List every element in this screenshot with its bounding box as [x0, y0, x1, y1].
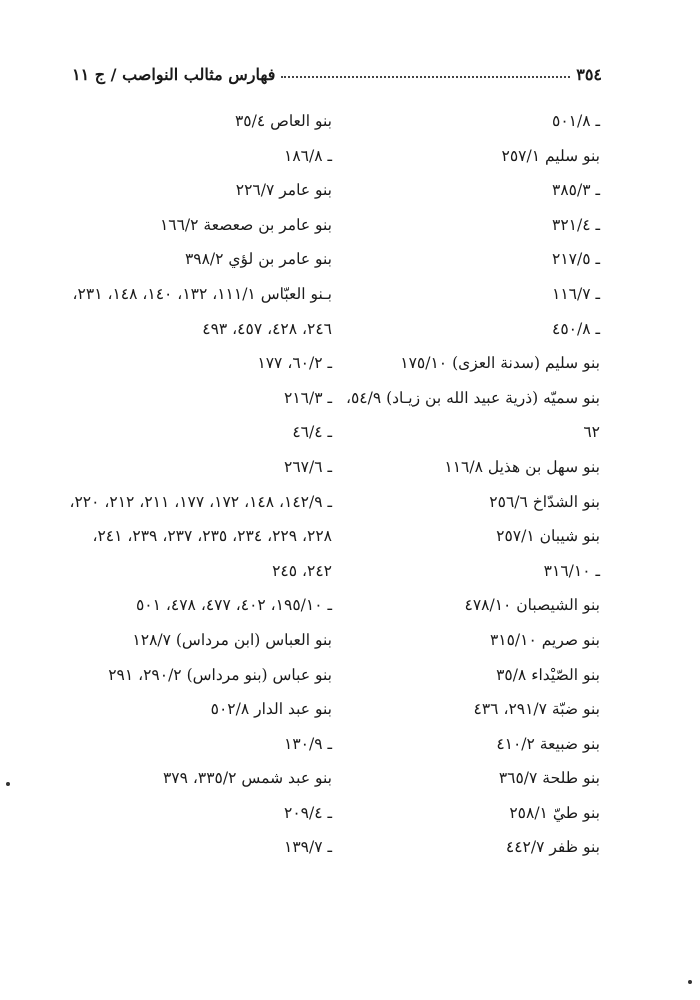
index-entry: بنو طيّ ٢٥٨/١ [509, 803, 600, 822]
index-entry: بنو سميّه (ذرية عبيد الله بن زيـاد) ٥٤/٩، [345, 388, 600, 407]
page-number: ٣٥٤ [576, 65, 602, 84]
leader-dots [281, 76, 570, 78]
index-entry: ٦٢ [583, 423, 600, 442]
index-entry: بنو شيبان ٢٥٧/١ [496, 527, 600, 546]
index-entry: بنو العباس (ابن مرداس) ١٢٨/٧ [132, 630, 332, 649]
index-entry: ـ ٢٠٩/٤ [284, 803, 332, 822]
index-entry: بنو عامر ٢٢٦/٧ [235, 181, 332, 200]
index-entry: ـ ١٤٢/٩، ١٤٨، ١٧٢، ١٧٧، ٢١١، ٢١٢، ٢٢٠، [69, 492, 332, 511]
index-entry: بـنو العبّاس ١١١/١، ١٣٢، ١٤٠، ١٤٨، ٢٣١، [72, 284, 332, 303]
index-entry: بنو عباس (بنو مرداس) ٢٩٠/٢، ٢٩١ [108, 665, 332, 684]
index-entry: بنو عامر بن لؤي ٣٩٨/٢ [184, 250, 332, 269]
index-entry: بنو ظفر ٤٤٢/٧ [505, 838, 600, 857]
index-entry: بنو العاص ٣٥/٤ [234, 112, 332, 130]
index-entry: بنو سهل بن هذيل ١١٦/٨ [444, 457, 600, 476]
index-entry: بنو عامر بن صعصعة ١٦٦/٢ [159, 215, 332, 234]
index-entry: ٢٤٢، ٢٤٥ [272, 561, 332, 580]
index-entry: بنو صريم ٣١٥/١٠ [489, 630, 600, 649]
index-entry: بنو ضبّة ٢٩١/٧، ٤٣٦ [473, 700, 600, 719]
index-entry: بنو طلحة ٣٦٥/٧ [498, 769, 600, 788]
index-entry: ـ ٢١٧/٥ [552, 250, 600, 269]
index-entry: ٢٤٦، ٤٢٨، ٤٥٧، ٤٩٣ [202, 319, 332, 338]
index-entry: بنو الشيصبان ٤٧٨/١٠ [464, 596, 600, 615]
index-entry: ٢٢٨، ٢٢٩، ٢٣٤، ٢٣٥، ٢٣٧، ٢٣٩، ٢٤١، [92, 527, 332, 546]
index-entry: ـ ١١٦/٧ [552, 284, 600, 303]
index-entry: ـ ١٩٥/١٠، ٤٠٢، ٤٧٧، ٤٧٨، ٥٠١ [135, 596, 332, 615]
index-entry: ـ ١٣٠/٩ [284, 734, 332, 753]
index-entry: ـ ٣١٦/١٠ [543, 561, 600, 580]
index-entry: بنو الصّيْداء ٣٥/٨ [496, 665, 600, 684]
running-title: فهارس مثالب النواصب / ج ١١ [72, 65, 276, 84]
index-entry: ـ ٣٨٥/٣ [552, 181, 600, 200]
index-entry: ـ ١٨٦/٨ [284, 146, 332, 165]
index-column-right [300, 104, 600, 865]
index-entry: بنو عبد شمس ٣٣٥/٢، ٣٧٩ [162, 769, 332, 788]
index-entry: ـ ٢٦٧/٦ [284, 457, 332, 476]
index-column-left [70, 104, 332, 865]
index-entry: ـ ٤٦/٤ [292, 423, 332, 442]
index-entry: ـ ١٣٩/٧ [284, 838, 332, 857]
index-entry: ـ ٢١٦/٣ [284, 388, 332, 407]
index-entry: بنو عبد الدار ٥٠٢/٨ [210, 700, 332, 719]
index-entry: بنو سليم (سدنة العزى) ١٧٥/١٠ [400, 354, 600, 373]
running-header [72, 56, 602, 84]
index-entry: ـ ٣٢١/٤ [552, 215, 600, 234]
index-entry: ـ ٦٠/٢، ١٧٧ [257, 354, 332, 373]
scan-speck [688, 980, 692, 984]
index-entry: ـ ٤٥٠/٨ [552, 319, 600, 338]
index-entry: بنو سليم ٢٥٧/١ [501, 146, 600, 165]
index-entry: ـ ٥٠١/٨ [552, 112, 600, 130]
index-entry: بنو الشدّاخ ٢٥٦/٦ [489, 492, 600, 511]
index-entry: بنو ضبيعة ٤١٠/٢ [496, 734, 600, 753]
scan-speck [6, 782, 10, 786]
